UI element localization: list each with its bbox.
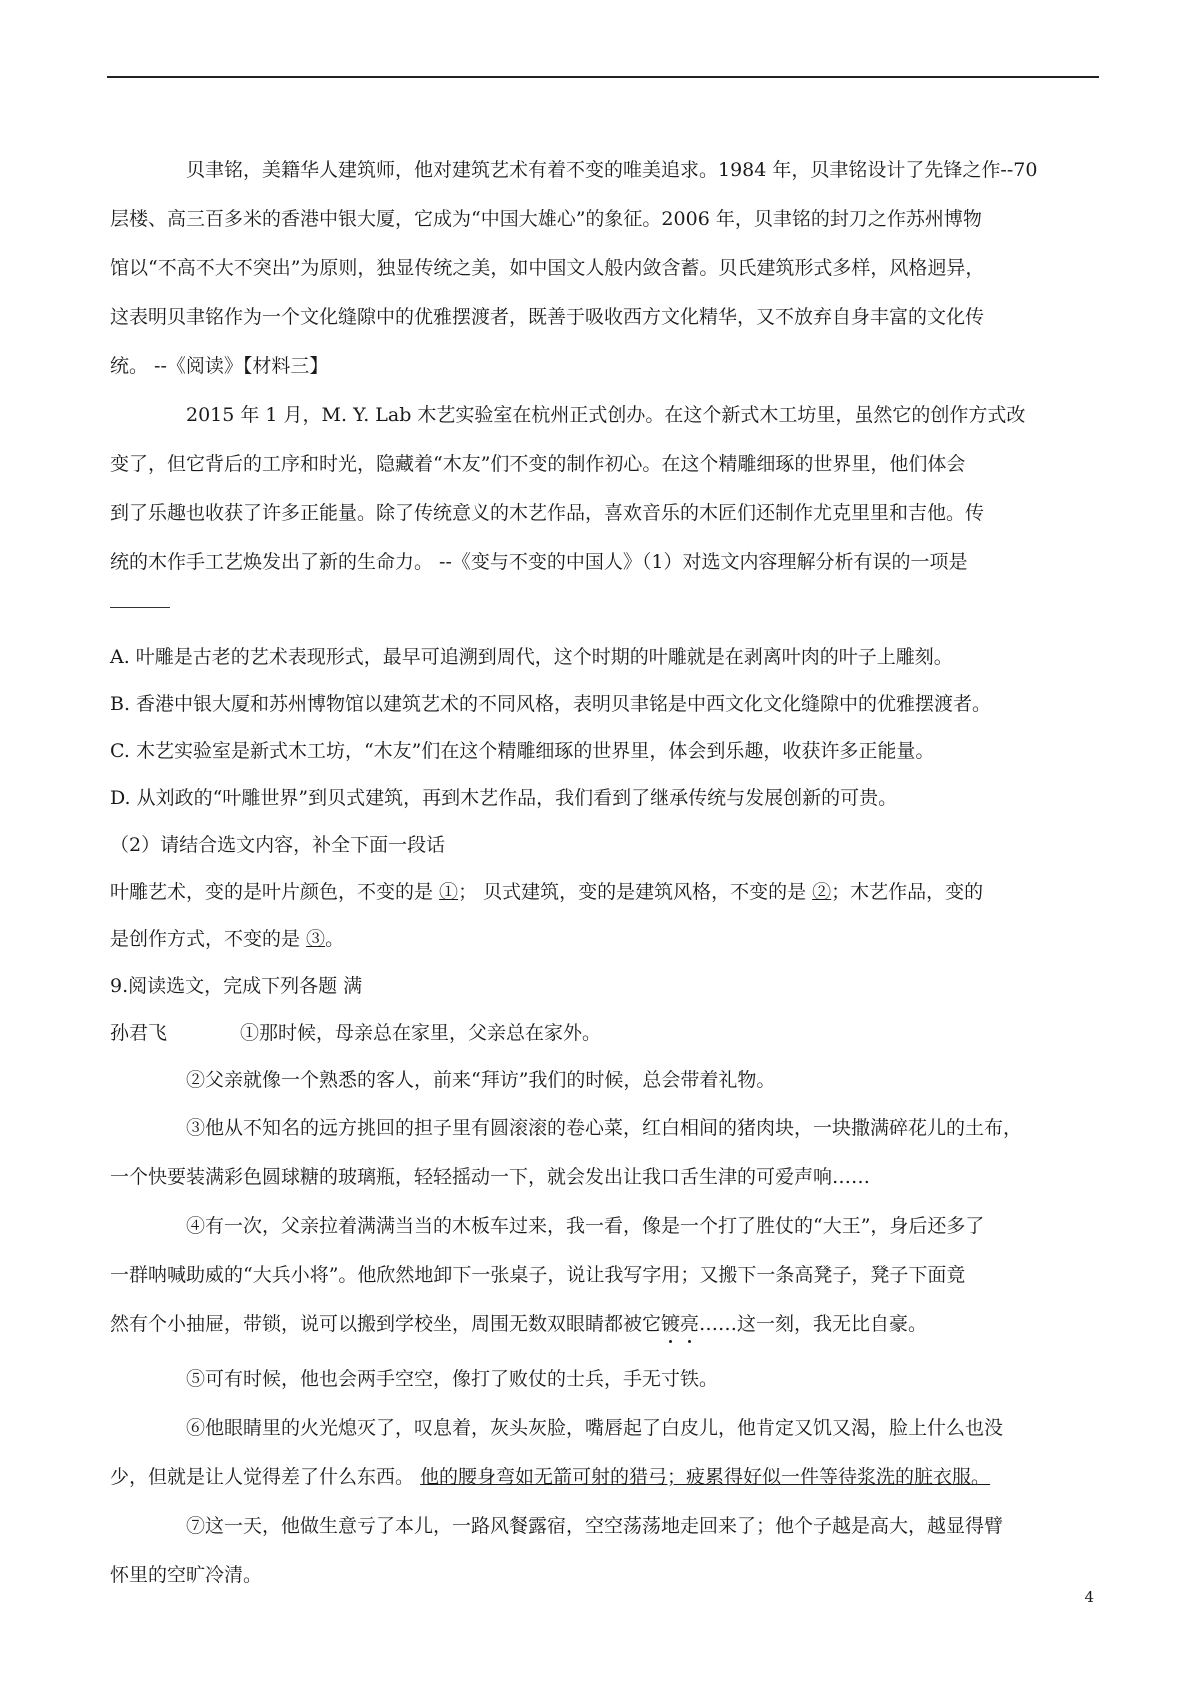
fill-in-line bbox=[110, 916, 1100, 963]
story-paragraph-4-line bbox=[110, 1300, 1100, 1349]
story-paragraph-2: ②父亲就像一个熟悉的客人，前来“拜访”我们的时候，总会带着礼物。 bbox=[186, 1069, 776, 1091]
story-paragraph-4-line: 一群呐喊助威的“大兵小将”。他欣然地卸下一张桌子，说让我写字用；又搬下一条高凳子，凳子下面竟 bbox=[110, 1264, 966, 1286]
answer-blank-line bbox=[110, 607, 170, 608]
question-1-options bbox=[110, 634, 1100, 822]
text-line: 贝聿铭，美籍华人建筑师，他对建筑艺术有着不变的唯美追求。1984 年，贝聿铭设计了先锋之作--70 bbox=[186, 159, 1038, 181]
story-paragraph-1: ①那时候，母亲总在家里，父亲总在家外。 bbox=[240, 1022, 602, 1044]
fill-text: 是创作方式，不变的是 bbox=[110, 928, 307, 950]
question-2-title: （2）请结合选文内容，补全下面一段话 bbox=[110, 834, 446, 856]
fill-in-line bbox=[110, 869, 1100, 916]
fill-text: ； 贝式建筑，变的是建筑风格，不变的是 bbox=[458, 881, 813, 903]
story-paragraph-6-line: ⑥他眼睛里的火光熄灭了，叹息着，灰头灰脸，嘴唇起了白皮儿，他肯定又饥又渴，脸上什么也没 bbox=[186, 1417, 1004, 1439]
underlined-sentence: 他的腰身弯如无箭可射的猎弓；疲累得好似一件等待浆洗的脏衣服。 bbox=[420, 1466, 991, 1488]
emphasized-phrase bbox=[661, 1313, 699, 1335]
story-text: 然有个小抽屉，带锁，说可以搬到学校坐，周围无数双眼睛都被它 bbox=[110, 1313, 662, 1335]
material-3-paragraph bbox=[110, 391, 1100, 587]
author-name: 孙君飞 bbox=[110, 1022, 168, 1044]
story-paragraph-4-line: ④有一次，父亲拉着满满当当的木板车过来，我一看，像是一个打了胜仗的“大王”，身后还多了 bbox=[186, 1215, 985, 1237]
material-2-paragraph bbox=[110, 146, 1100, 391]
story-text: 少，但就是让人觉得差了什么东西。 bbox=[110, 1466, 421, 1488]
blank-2: ② bbox=[812, 881, 832, 903]
story-paragraph-7-line: 怀里的空旷冷清。 bbox=[110, 1564, 263, 1586]
question-9 bbox=[110, 963, 1100, 1600]
text-line: 2015 年 1 月，M. Y. Lab 木艺实验室在杭州正式创办。在这个新式木工坊里，虽然它的创作方式改 bbox=[186, 404, 1026, 426]
story-paragraph-3-line: ③他从不知名的远方挑回的担子里有圆滚滚的卷心菜，红白相间的猪肉块，一块撒满碎花儿的土布， bbox=[186, 1117, 1023, 1139]
option-a: A. 叶雕是古老的艺术表现形式，最早可追溯到周代，这个时期的叶雕就是在剥离叶肉的叶子上雕刻。 bbox=[110, 646, 953, 668]
text-line: 层楼、高三百多米的香港中银大厦，它成为“中国大雄心”的象征。2006 年，贝聿铭的封刀之作苏州博物 bbox=[110, 208, 982, 230]
text-line: 统。 --《阅读》【材料三】 bbox=[110, 355, 329, 377]
author-line bbox=[110, 1010, 1100, 1057]
option-c: C. 木艺实验室是新式木工坊，“木友”们在这个精雕细琢的世界里，体会到乐趣，收获许多正能量。 bbox=[110, 740, 935, 762]
story-paragraph-3-line: 一个快要装满彩色圆球糖的玻璃瓶，轻轻摇动一下，就会发出让我口舌生津的可爱声响…… bbox=[110, 1166, 871, 1188]
fill-text: 叶雕艺术，变的是叶片颜色，不变的是 bbox=[110, 881, 440, 903]
text-line: 这表明贝聿铭作为一个文化缝隙中的优雅摆渡者，既善于吸收西方文化精华，又不放弃自身丰富的文化传 bbox=[110, 306, 985, 328]
emphasis-dot bbox=[688, 1340, 691, 1343]
header-rule bbox=[107, 76, 1099, 78]
emphasized-text: 镀亮 bbox=[661, 1313, 700, 1335]
page-content bbox=[110, 146, 1100, 1600]
story-paragraph-7-line: ⑦这一天，他做生意亏了本儿，一路风餐露宿，空空荡荡地走回来了；他个子越是高大，越显得臂 bbox=[186, 1515, 1004, 1537]
story-paragraph-6-line bbox=[110, 1453, 1100, 1502]
blank-3: ③ bbox=[306, 928, 326, 950]
emphasis-dot bbox=[669, 1340, 672, 1343]
fill-text: ；木艺作品，变的 bbox=[831, 881, 984, 903]
story-paragraph-5: ⑤可有时候，他也会两手空空，像打了败仗的士兵，手无寸铁。 bbox=[186, 1368, 719, 1390]
text-line: 变了，但它背后的工序和时光，隐藏着“木友”们不变的制作初心。在这个精雕细琢的世界里，他们体会 bbox=[110, 453, 966, 475]
story-text: ……这一刻，我无比自豪。 bbox=[699, 1313, 928, 1335]
question-9-title: 9.阅读选文，完成下列各题 满 bbox=[110, 975, 363, 997]
option-b: B. 香港中银大厦和苏州博物馆以建筑艺术的不同风格，表明贝聿铭是中西文化文化缝隙中的优雅摆渡者。 bbox=[110, 693, 992, 715]
page-number: 4 bbox=[1084, 1588, 1094, 1606]
option-d: D. 从刘政的“叶雕世界”到贝式建筑，再到木艺作品，我们看到了继承传统与发展创新的可贵。 bbox=[110, 787, 898, 809]
blank-1: ① bbox=[439, 881, 459, 903]
text-line: 到了乐趣也收获了许多正能量。除了传统意义的木艺作品，喜欢音乐的木匠们还制作尤克里里和吉他。传 bbox=[110, 502, 985, 524]
question-2 bbox=[110, 822, 1100, 963]
fill-text: 。 bbox=[325, 928, 345, 950]
text-line: 馆以“不高不大不突出”为原则，独显传统之美，如中国文人般内敛含蓄。贝氏建筑形式多样，风格迥异， bbox=[110, 257, 985, 279]
text-line: 统的木作手工艺焕发出了新的生命力。 --《变与不变的中国人》（1）对选文内容理解分析有误的一项是 bbox=[110, 551, 968, 573]
